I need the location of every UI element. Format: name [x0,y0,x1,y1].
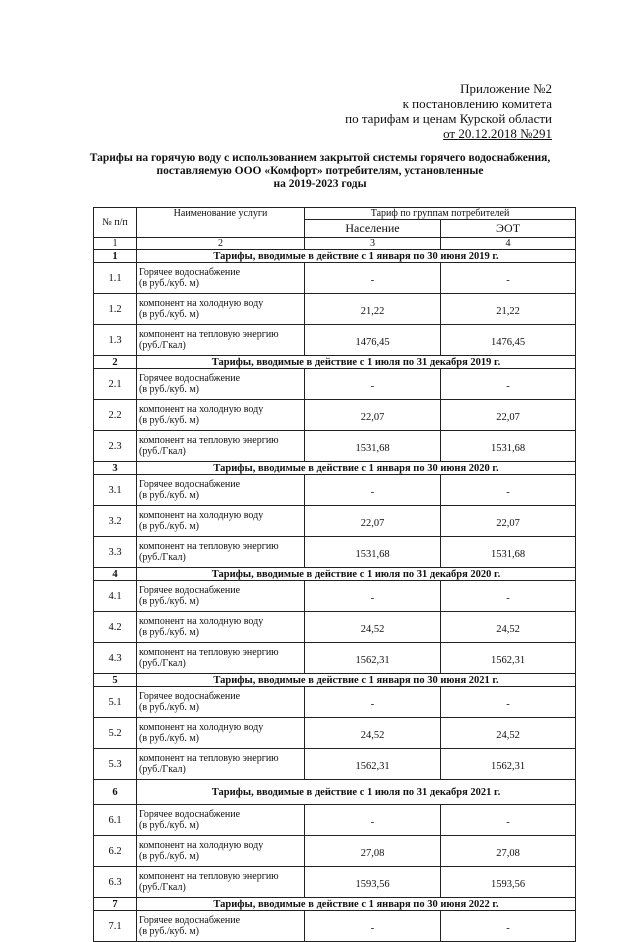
column-number-row [94,238,576,250]
table-row [94,643,576,674]
row-number: 5.2 [94,718,137,749]
tariff-eot: 1476,45 [441,325,576,356]
tariff-eot: - [441,263,576,294]
table-row [94,431,576,462]
table-row [94,369,576,400]
service-name-line-1: компонент на холодную воду [139,510,264,521]
service-name [137,506,305,537]
tariff-population: 24,52 [305,612,441,643]
service-name [137,612,305,643]
tariff-population: 22,07 [305,506,441,537]
service-name-line-2: (в руб./куб. м) [139,596,199,607]
tariff-eot: 21,22 [441,294,576,325]
service-name [137,537,305,568]
service-name-line-2: (в руб./куб. м) [139,733,199,744]
row-number: 1.1 [94,263,137,294]
row-number: 5.3 [94,749,137,780]
service-name [137,643,305,674]
tariff-eot: - [441,687,576,718]
section-number: 5 [94,674,137,687]
row-number: 1.3 [94,325,137,356]
table-row [94,687,576,718]
tariff-eot: 1531,68 [441,431,576,462]
tariff-population: - [305,263,441,294]
title-line-1: Тарифы на горячую воду с использованием закрытой системы горячего водоснабжения, [89,152,551,164]
tariff-eot: 1531,68 [441,537,576,568]
table-row [94,836,576,867]
tariff-eot: 27,08 [441,836,576,867]
service-name-line-1: компонент на тепловую энергию [139,541,279,552]
service-name-line-2: (в руб./куб. м) [139,415,199,426]
tariff-population: - [305,805,441,836]
row-number: 4.1 [94,581,137,612]
table-row [94,612,576,643]
service-name [137,400,305,431]
row-number: 1.2 [94,294,137,325]
colnum-1: 1 [94,238,137,250]
table-row [94,537,576,568]
service-name [137,475,305,506]
section-title: Тарифы, вводимые в действие с 1 июля по 31 декабря 2021 г. [137,780,576,805]
appendix-committee: по тарифам и ценам Курской области [345,111,552,126]
service-name-line-2: (руб./Гкал) [139,552,186,563]
tariff-population: 24,52 [305,718,441,749]
tariff-eot: - [441,369,576,400]
document-title [60,152,580,191]
appendix-date-line [300,126,552,141]
tariff-eot: - [441,475,576,506]
row-number: 2.3 [94,431,137,462]
tariff-population: 1562,31 [305,643,441,674]
tariff-population: 1562,31 [305,749,441,780]
service-name-line-2: (в руб./куб. м) [139,820,199,831]
appendix-block [300,81,552,141]
service-name-line-2: (руб./Гкал) [139,446,186,457]
row-number: 2.1 [94,369,137,400]
resolution-date: 20.12.2018 [458,126,517,141]
row-number: 7.1 [94,911,137,942]
appendix-label: Приложение №2 [460,81,552,96]
table-header-row [94,208,576,220]
service-name-line-1: компонент на холодную воду [139,722,264,733]
header-num: № п/п [94,208,137,238]
service-name-line-2: (в руб./куб. м) [139,851,199,862]
section-title: Тарифы, вводимые в действие с 1 июля по 31 декабря 2019 г. [137,356,576,369]
tariff-eot: 24,52 [441,612,576,643]
service-name-line-1: Горячее водоснабжение [139,915,241,926]
service-name-line-2: (в руб./куб. м) [139,627,199,638]
row-number: 3.3 [94,537,137,568]
section-row [94,568,576,581]
tariff-table [93,207,576,942]
row-number: 6.1 [94,805,137,836]
service-name [137,911,305,942]
service-name-line-1: Горячее водоснабжение [139,691,241,702]
service-name-line-2: (в руб./куб. м) [139,926,199,937]
table-row [94,475,576,506]
service-name-line-1: компонент на холодную воду [139,616,264,627]
tariff-population: 1531,68 [305,431,441,462]
section-number: 4 [94,568,137,581]
colnum-4: 4 [441,238,576,250]
row-number: 3.2 [94,506,137,537]
section-row [94,250,576,263]
service-name-line-2: (в руб./куб. м) [139,309,199,320]
table-row [94,581,576,612]
tariff-population: 22,07 [305,400,441,431]
row-number: 4.3 [94,643,137,674]
service-name [137,836,305,867]
service-name-line-2: (руб./Гкал) [139,340,186,351]
tariff-eot: - [441,911,576,942]
service-name [137,805,305,836]
header-eot: ЭОТ [441,220,576,238]
section-row [94,780,576,805]
colnum-2: 2 [137,238,305,250]
tariff-eot: 1562,31 [441,749,576,780]
resolution-number: 291 [532,126,552,141]
tariff-eot: - [441,581,576,612]
tariff-eot: - [441,805,576,836]
service-name-line-1: Горячее водоснабжение [139,809,241,820]
tariff-population: 1593,56 [305,867,441,898]
section-title: Тарифы, вводимые в действие с 1 января по 30 июня 2022 г. [137,898,576,911]
tariff-population: - [305,687,441,718]
service-name-line-1: компонент на холодную воду [139,840,264,851]
table-row [94,867,576,898]
section-number: 2 [94,356,137,369]
section-number: 1 [94,250,137,263]
section-row [94,898,576,911]
date-prefix: от [443,126,459,141]
service-name-line-1: компонент на тепловую энергию [139,435,279,446]
tariff-population: 1531,68 [305,537,441,568]
service-name-line-1: компонент на тепловую энергию [139,753,279,764]
tariff-population: 1476,45 [305,325,441,356]
tariff-population: - [305,911,441,942]
tariff-eot: 1562,31 [441,643,576,674]
section-row [94,674,576,687]
row-number: 6.2 [94,836,137,867]
service-name [137,325,305,356]
section-title: Тарифы, вводимые в действие с 1 июля по 31 декабря 2020 г. [137,568,576,581]
service-name-line-1: Горячее водоснабжение [139,479,241,490]
table-row [94,263,576,294]
tariff-population: 21,22 [305,294,441,325]
tariff-population: - [305,369,441,400]
tariff-eot: 1593,56 [441,867,576,898]
service-name [137,369,305,400]
service-name-line-1: Горячее водоснабжение [139,267,241,278]
service-name-line-1: компонент на холодную воду [139,404,264,415]
row-number: 4.2 [94,612,137,643]
header-service: Наименование услуги [137,208,305,238]
tariff-eot: 22,07 [441,400,576,431]
service-name-line-1: Горячее водоснабжение [139,373,241,384]
service-name [137,431,305,462]
service-name-line-1: компонент на холодную воду [139,298,264,309]
section-title: Тарифы, вводимые в действие с 1 января по 30 июня 2020 г. [137,462,576,475]
service-name [137,867,305,898]
section-row [94,462,576,475]
tariff-population: 27,08 [305,836,441,867]
table-row [94,400,576,431]
section-number: 6 [94,780,137,805]
tariff-population: - [305,581,441,612]
table-row [94,911,576,942]
number-prefix: № [516,126,533,141]
service-name [137,581,305,612]
service-name [137,749,305,780]
table-row [94,749,576,780]
tariff-eot: 22,07 [441,506,576,537]
table-row [94,506,576,537]
service-name [137,263,305,294]
service-name-line-2: (руб./Гкал) [139,882,186,893]
service-name-line-1: компонент на тепловую энергию [139,871,279,882]
header-tariff-group: Тариф по группам потребителей [305,208,576,220]
service-name-line-2: (в руб./куб. м) [139,490,199,501]
service-name-line-2: (в руб./куб. м) [139,384,199,395]
tariff-population: - [305,475,441,506]
service-name [137,294,305,325]
row-number: 5.1 [94,687,137,718]
service-name-line-2: (руб./Гкал) [139,764,186,775]
title-line-3: на 2019-2023 годы [273,178,367,190]
section-number: 7 [94,898,137,911]
table-row [94,294,576,325]
section-number: 3 [94,462,137,475]
title-line-2: поставляемую ООО «Комфорт» потребителям, установленные [156,165,484,177]
service-name-line-1: компонент на тепловую энергию [139,647,279,658]
section-row [94,356,576,369]
service-name-line-2: (в руб./куб. м) [139,702,199,713]
table-row [94,718,576,749]
table-row [94,805,576,836]
table-row [94,325,576,356]
service-name [137,718,305,749]
row-number: 6.3 [94,867,137,898]
service-name-line-1: компонент на тепловую энергию [139,329,279,340]
service-name-line-2: (руб./Гкал) [139,658,186,669]
colnum-3: 3 [305,238,441,250]
row-number: 3.1 [94,475,137,506]
section-title: Тарифы, вводимые в действие с 1 января по 30 июня 2021 г. [137,674,576,687]
service-name-line-1: Горячее водоснабжение [139,585,241,596]
service-name-line-2: (в руб./куб. м) [139,521,199,532]
header-population: Население [305,220,441,238]
section-title: Тарифы, вводимые в действие с 1 января по 30 июня 2019 г. [137,250,576,263]
appendix-resolution: к постановлению комитета [402,96,552,111]
service-name-line-2: (в руб./куб. м) [139,278,199,289]
service-name [137,687,305,718]
tariff-eot: 24,52 [441,718,576,749]
row-number: 2.2 [94,400,137,431]
